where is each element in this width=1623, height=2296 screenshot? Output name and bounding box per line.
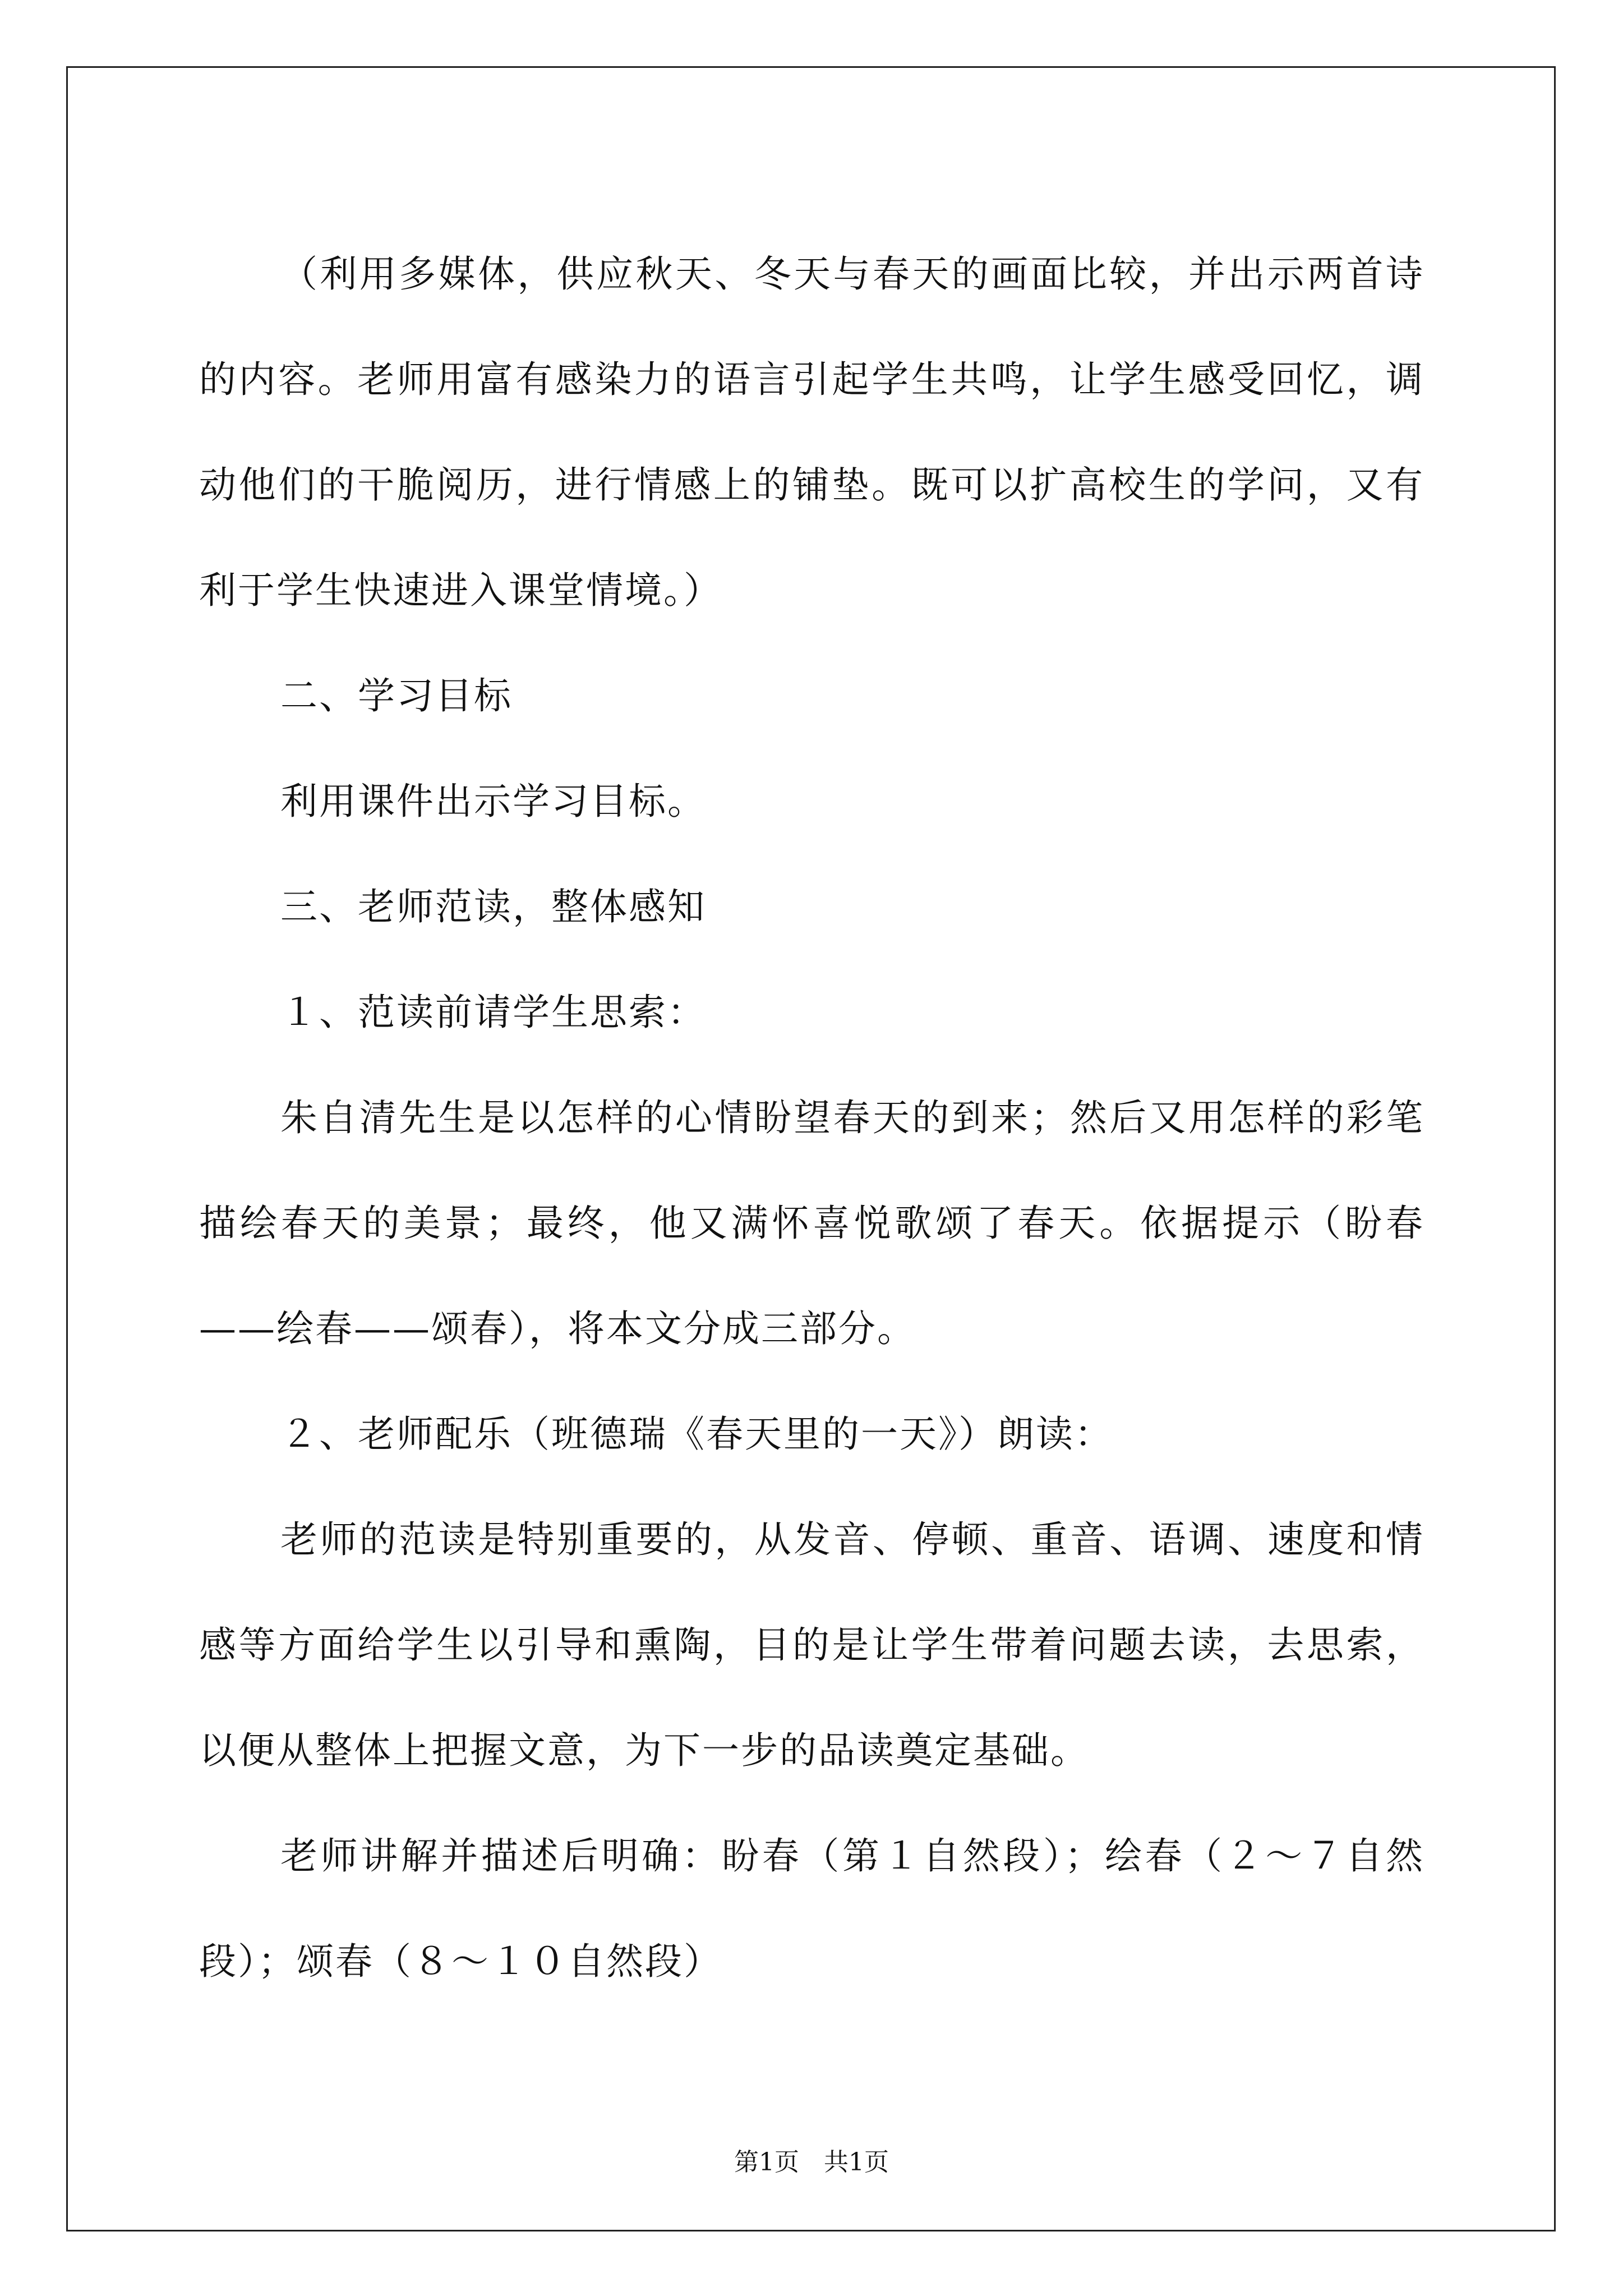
paragraph-reading-question: 朱自清先生是以怎样的心情盼望春天的到来；然后又用怎样的彩笔描绘春天的美景；最终，他又满怀喜悦歌颂了春天。依据提示（盼春——绘春——颂春），将本文分成三部分。 [199, 1096, 1424, 1350]
paragraph-learning-goals: 利用课件出示学习目标。 [280, 780, 706, 823]
paragraph-reading-importance: 老师的范读是特别重要的，从发音、停顿、重音、语调、速度和情感等方面给学生以引导和熏陶，目的是让学生带着问题去读，去思索，以便从整体上把握文意，为下一步的品读奠定基础。 [199, 1518, 1424, 1772]
paragraph-structure-summary: 老师讲解并描述后明确：盼春（第１自然段）；绘春（２～７自然段）；颂春（８～１０自然段） [199, 1834, 1424, 1983]
paragraph-intro-note: （利用多媒体，供应秋天、冬天与春天的画面比较，并出示两首诗的内容。老师用富有感染力的语言引起学生共鸣，让学生感受回忆，调动他们的干脆阅历，进行情感上的铺垫。既可以扩高校生的学问，又有利于学生快速进入课堂情境。） [199, 252, 1424, 612]
section-heading-teacher-reading: 三、老师范读，整体感知 [280, 885, 706, 928]
list-item-music-reading: ２、老师配乐（班德瑞《春天里的一天》）朗读： [280, 1412, 1113, 1456]
section-heading-learning-goals: 二、学习目标 [280, 674, 513, 717]
document-body [199, 222, 1424, 2014]
page-number: 第1页 共1页 [734, 2148, 889, 2177]
list-item-pre-reading: １、范读前请学生思索： [280, 991, 706, 1034]
